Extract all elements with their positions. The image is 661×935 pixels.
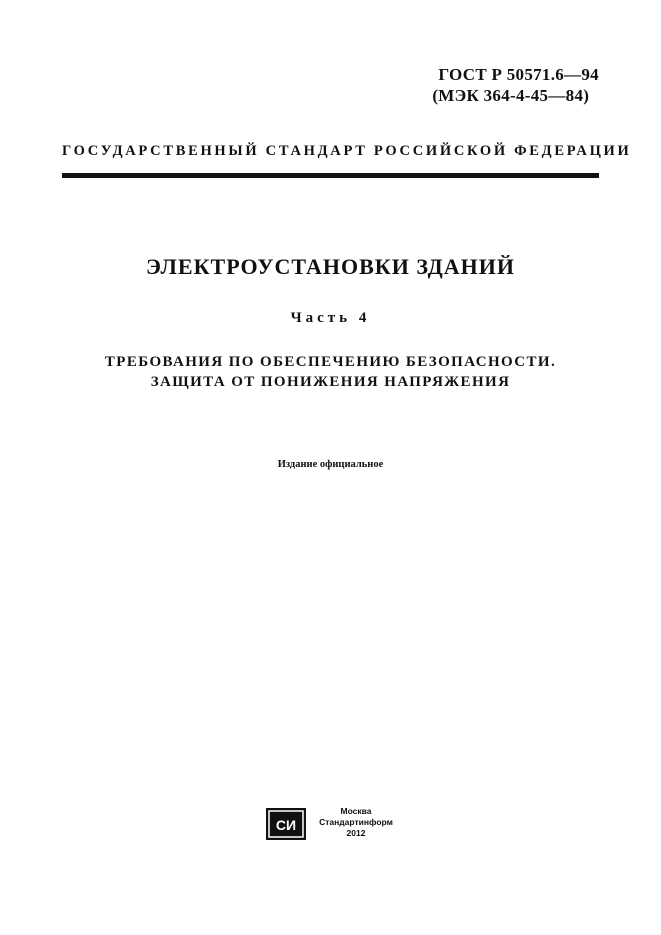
- publisher-name: Стандартинформ: [319, 817, 393, 827]
- part-number: Часть 4: [290, 310, 371, 326]
- document-subtitle: [0, 352, 661, 392]
- edition-label: Издание официальное: [277, 459, 384, 470]
- header-divider: [62, 173, 599, 178]
- iec-number: (МЭК 364-4-45—84): [432, 86, 590, 105]
- logo-lettering: СИ: [275, 817, 297, 833]
- gost-number: ГОСТ Р 50571.6—94: [438, 65, 599, 84]
- standard-number: [432, 64, 599, 106]
- publisher-block: [266, 806, 406, 846]
- publisher-year: 2012: [346, 828, 366, 838]
- document-title: ЭЛЕКТРОУСТАНОВКИ ЗДАНИЙ: [145, 254, 515, 279]
- publisher-text: [310, 806, 402, 839]
- standartinform-logo-icon: [266, 808, 306, 840]
- publisher-city: Москва: [340, 806, 372, 816]
- state-standard-heading: ГОСУДАРСТВЕННЫЙ СТАНДАРТ РОССИЙСКОЙ ФЕДЕРАЦИИ: [62, 143, 632, 159]
- subtitle-line-1: ТРЕБОВАНИЯ ПО ОБЕСПЕЧЕНИЮ БЕЗОПАСНОСТИ.: [104, 354, 557, 370]
- subtitle-line-2: ЗАЩИТА ОТ ПОНИЖЕНИЯ НАПРЯЖЕНИЯ: [150, 374, 511, 390]
